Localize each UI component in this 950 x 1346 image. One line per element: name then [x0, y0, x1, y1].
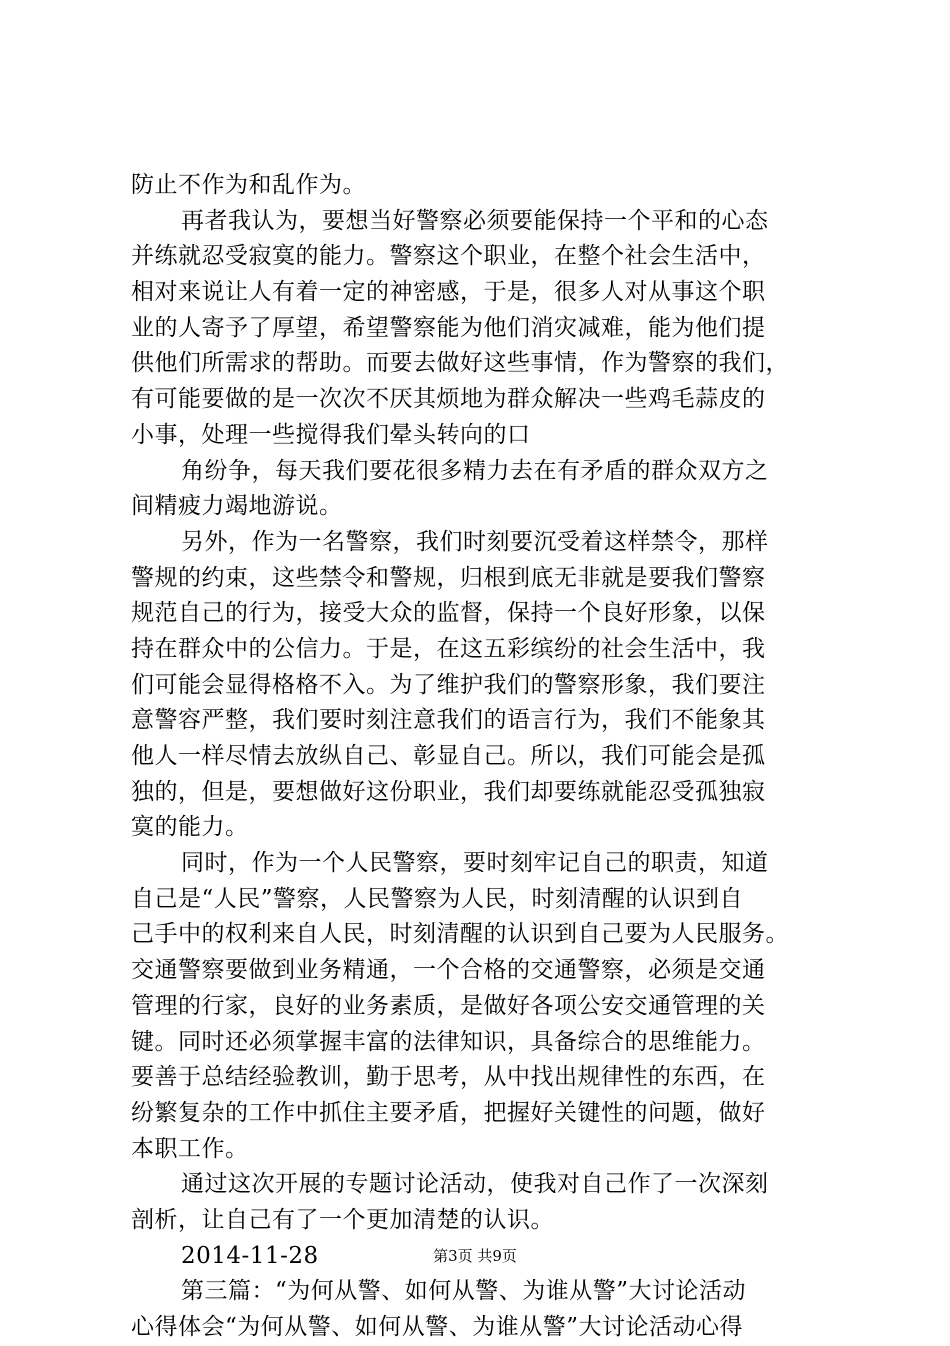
text-line: 本职工作。 [131, 1135, 249, 1162]
text-line: 他人一样尽情去放纵自己、彰显自己。所以，我们可能会是孤 [131, 743, 766, 769]
page-footer: 第3页 共9页 [433, 1247, 517, 1265]
text-line: 业的人寄予了厚望，希望警察能为他们消灾减难，能为他们提 [131, 314, 766, 341]
text-line: 管理的行家，良好的业务素质，是做好各项公安交通管理的关 [131, 992, 766, 1019]
text-line: 们可能会显得格格不入。为了维护我们的警察形象，我们要注 [131, 671, 766, 698]
text-line: 通过这次开展的专题讨论活动，使我对自己作了一次深刻 [181, 1171, 769, 1198]
text-line: 小事，处理一些搅得我们晕头转向的口 [131, 421, 531, 448]
document-body [131, 168, 831, 1346]
text-line: 己手中的权利来自人民，时刻清醒的认识到自己要为人民服务。 [131, 921, 789, 948]
text-line: 规范自己的行为，接受大众的监督，保持一个良好形象，以保 [131, 600, 766, 627]
text-line: 再者我认为，要想当好警察必须要能保持一个平和的心态 [181, 207, 769, 234]
text-line: 防止不作为和乱作为。 [131, 172, 366, 198]
text-line: 同时，作为一个人民警察，要时刻牢记自己的职责，知道 [181, 850, 769, 877]
text-line: 独的，但是，要想做好这份职业，我们却要练就能忍受孤独寂 [131, 778, 766, 805]
text-line: 寞的能力。 [131, 814, 249, 841]
text-line: 剖析，让自己有了一个更加清楚的认识。 [131, 1206, 554, 1233]
text-line: 角纷争，每天我们要花很多精力去在有矛盾的群众双方之 [181, 457, 769, 484]
text-line: 纷繁复杂的工作中抓住主要矛盾，把握好关键性的问题，做好 [131, 1099, 766, 1126]
text-line: 心得体会“为何从警、如何从警、为谁从警”大讨论活动心得 [131, 1314, 744, 1340]
text-line: 相对来说让人有着一定的神密感，于是，很多人对从事这个职 [131, 279, 766, 306]
text-line: 键。同时还必须掌握丰富的法律知识，具备综合的思维能力。 [131, 1028, 766, 1055]
text-line: 自己是“人民”警察，人民警察为人民，时刻清醒的认识到自 [131, 885, 744, 912]
text-line: 持在群众中的公信力。于是，在这五彩缤纷的社会生活中，我 [131, 635, 766, 662]
text-line: 交通警察要做到业务精通，一个合格的交通警察，必须是交通 [131, 957, 766, 984]
text-line: 要善于总结经验教训，勤于思考，从中找出规律性的东西，在 [131, 1064, 766, 1091]
text-line: 有可能要做的是一次次不厌其烦地为群众解决一些鸡毛蒜皮的 [131, 386, 766, 413]
text-line: 另外，作为一名警察，我们时刻要沉受着这样禁令，那样 [181, 528, 769, 555]
text-line: 并练就忍受寂寞的能力。警察这个职业，在整个社会生活中， [131, 243, 766, 270]
text-line: 供他们所需求的帮助。而要去做好这些事情，作为警察的我们， [131, 350, 789, 377]
text-line: 警规的约束，这些禁令和警规，归根到底无非就是要我们警察 [131, 564, 766, 591]
text-line: 意警容严整，我们要时刻注意我们的语言行为，我们不能象其 [131, 707, 766, 734]
text-line: 第三篇：“为何从警、如何从警、为谁从警”大讨论活动 [181, 1278, 747, 1305]
text-line: 2014-11-28 [181, 1242, 319, 1269]
text-line: 间精疲力竭地游说。 [131, 493, 343, 520]
